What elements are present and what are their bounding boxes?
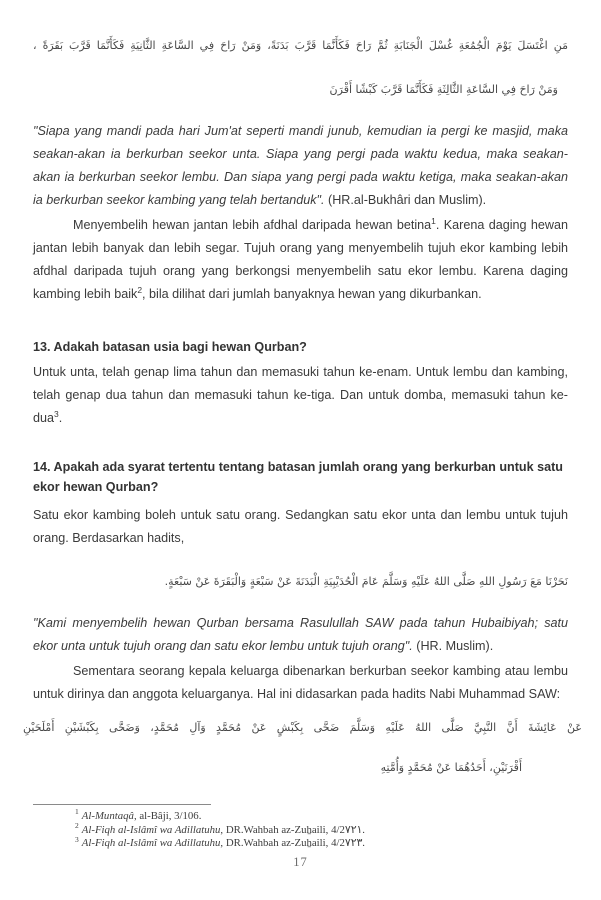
- hadith-arabic-jumat: [33, 24, 568, 112]
- footnote-3-title: Al-Fiqh al-Islâmî wa Adillatuhu: [81, 837, 221, 850]
- footnote-3-marker: 3: [75, 834, 79, 844]
- hadith-arabic-aisyah: [23, 708, 582, 788]
- footnote-1-marker: 1: [75, 807, 79, 817]
- answer-14: Satu ekor kambing boleh untuk satu orang. Sedangkan satu ekor unta dan lembu untuk tujuh orang. Berdasarkan hadits,: [33, 508, 568, 545]
- footnote-1-title: Al-Muntaqâ: [81, 810, 134, 822]
- translation-text: "Siapa yang mandi pada hari Jum'at seperti mandi junub, kemudian ia pergi ke masjid, maka seakan-akan ia berkurban seekor unta. Siapa yang pergi pada waktu kedua, maka seakan-akan ia berkurban seekor lembu. Dan siapa yang pergi pada waktu ketiga, maka seakan-akan ia berkurban seekor kambing yang telah bertanduk".: [33, 124, 568, 207]
- hadith-arabic-aisyah-line1: عَنْ عَائِشَةَ أَنَّ النَّبِيَّ صَلَّى اللهُ عَلَيْهِ وَسَلَّمَ ضَحَّى بِكَبْشٍ عَنْ مُحَمَّدٍ وَآلِ مُحَمَّدٍ، وَضَحَّى بِكَبْشَيْنِ أَمْلَحَيْنِ: [23, 721, 582, 734]
- footnote-divider: [33, 804, 211, 805]
- footnote-ref-3: 3: [54, 408, 59, 419]
- footnote-3: [33, 834, 568, 851]
- hadith-arabic-jumat-line1: مَنِ اغْتَسَلَ يَوْمَ الْجُمُعَةِ غُسْلَ الْجَنَابَةِ ثُمَّ رَاحَ فَكَأَنَّمَا قَرَّبَ بَدَنَةً، وَمَنْ رَاحَ فِي السَّاعَةِ الثَّانِيَةِ فَكَأَنَّمَا قَرَّبَ بَقَرَةً ،: [33, 39, 568, 52]
- footnote-2-rest: , DR.Wahbah az-Zuẖaili, 4/2٧٢١.: [220, 823, 365, 836]
- citation-bukhari-muslim: (HR.al-Bukhâri dan Muslim).: [324, 193, 487, 207]
- hadith-translation-jumat: [33, 120, 568, 212]
- footnote-1-rest: , al-Bâji, 3/106.: [133, 810, 202, 822]
- hadith-translation-hudaibiyah: [33, 612, 568, 658]
- footnote-1: [33, 807, 568, 824]
- hadith-arabic-hudaibiyah: نَحَرْنَا مَعَ رَسُولِ اللهِ صَلَّى اللهُ عَلَيْهِ وَسَلَّمَ عَامَ الْحُدَيْبِيَةِ الْبَدَنَةَ عَنْ سَبْعَةٍ وَالْبَقَرَةَ عَنْ سَبْعَةٍ.: [164, 575, 568, 588]
- answer-13: Untuk unta, telah genap lima tahun dan memasuki tahun ke-enam. Untuk lembu dan kambing, telah genap dua tahun dan memasuki tahun ke-tiga. Dan untuk domba, memasuki tahun ke-dua$^3$.: [33, 365, 568, 425]
- page-number: 17: [293, 855, 308, 869]
- question-14-heading: 14. Apakah ada syarat tertentu tentang batasan jumlah orang yang berkurban untuk satu ekor hewan Qurban?: [33, 460, 563, 494]
- question-13-heading: 13. Adakah batasan usia bagi hewan Qurban?: [33, 340, 307, 354]
- translation-text: "Kami menyembelih hewan Qurban bersama Rasulullah SAW pada tahun Hubaibiyah; satu ekor unta untuk tujuh orang dan satu ekor lembu untuk tujuh orang".: [33, 616, 568, 653]
- hadith-arabic-aisyah-line2: أَقْرَنَيْنِ، أَحَدُهُمَا عَنْ مُحَمَّدٍ وَأُمَّتِهِ: [380, 761, 522, 774]
- footnote-2-title: Al-Fiqh al-Islâmî wa Adillatuhu: [81, 823, 221, 836]
- hadith-arabic-jumat-line2: وَمَنْ رَاحَ فِي السَّاعَةِ الثَّالِثَةِ فَكَأَنَّمَا قَرَّبَ كَبْشًا أَقْرَنَ: [329, 83, 558, 96]
- footnote-3-rest: , DR.Wahbah az-Zuẖaili, 4/2٧٢٣.: [220, 837, 365, 850]
- footnote-ref-1: 1: [431, 215, 436, 226]
- citation-muslim: (HR. Muslim).: [412, 639, 494, 653]
- footnote-ref-2: 2: [137, 284, 143, 295]
- footnote-2-marker: 2: [75, 821, 79, 830]
- paragraph-kepala-keluarga: Sementara seorang kepala keluarga dibenarkan berkurban seekor kambing atau lembu untuk dirinya dan anggota keluarganya. Hal ini didasarkan pada hadits Nabi Muhammad SAW:: [33, 664, 568, 701]
- footnotes-section: [33, 804, 568, 851]
- paragraph-keutamaan-jantan: Menyembelih hewan jantan lebih afdhal daripada hewan betina$^1$. Karena daging hewan jantan lebih banyak dan lebih segar. Tujuh orang yang menyembelih tujuh ekor kambing lebih afdhal daripada tujuh orang yang berkongsi menyembelih satu ekor lembu. Karena daging kambing lebih baik$^2$, bila dilihat dari jumlah banyaknya hewan yang dikurbankan.: [33, 215, 568, 301]
- footnote-2: [33, 821, 568, 838]
